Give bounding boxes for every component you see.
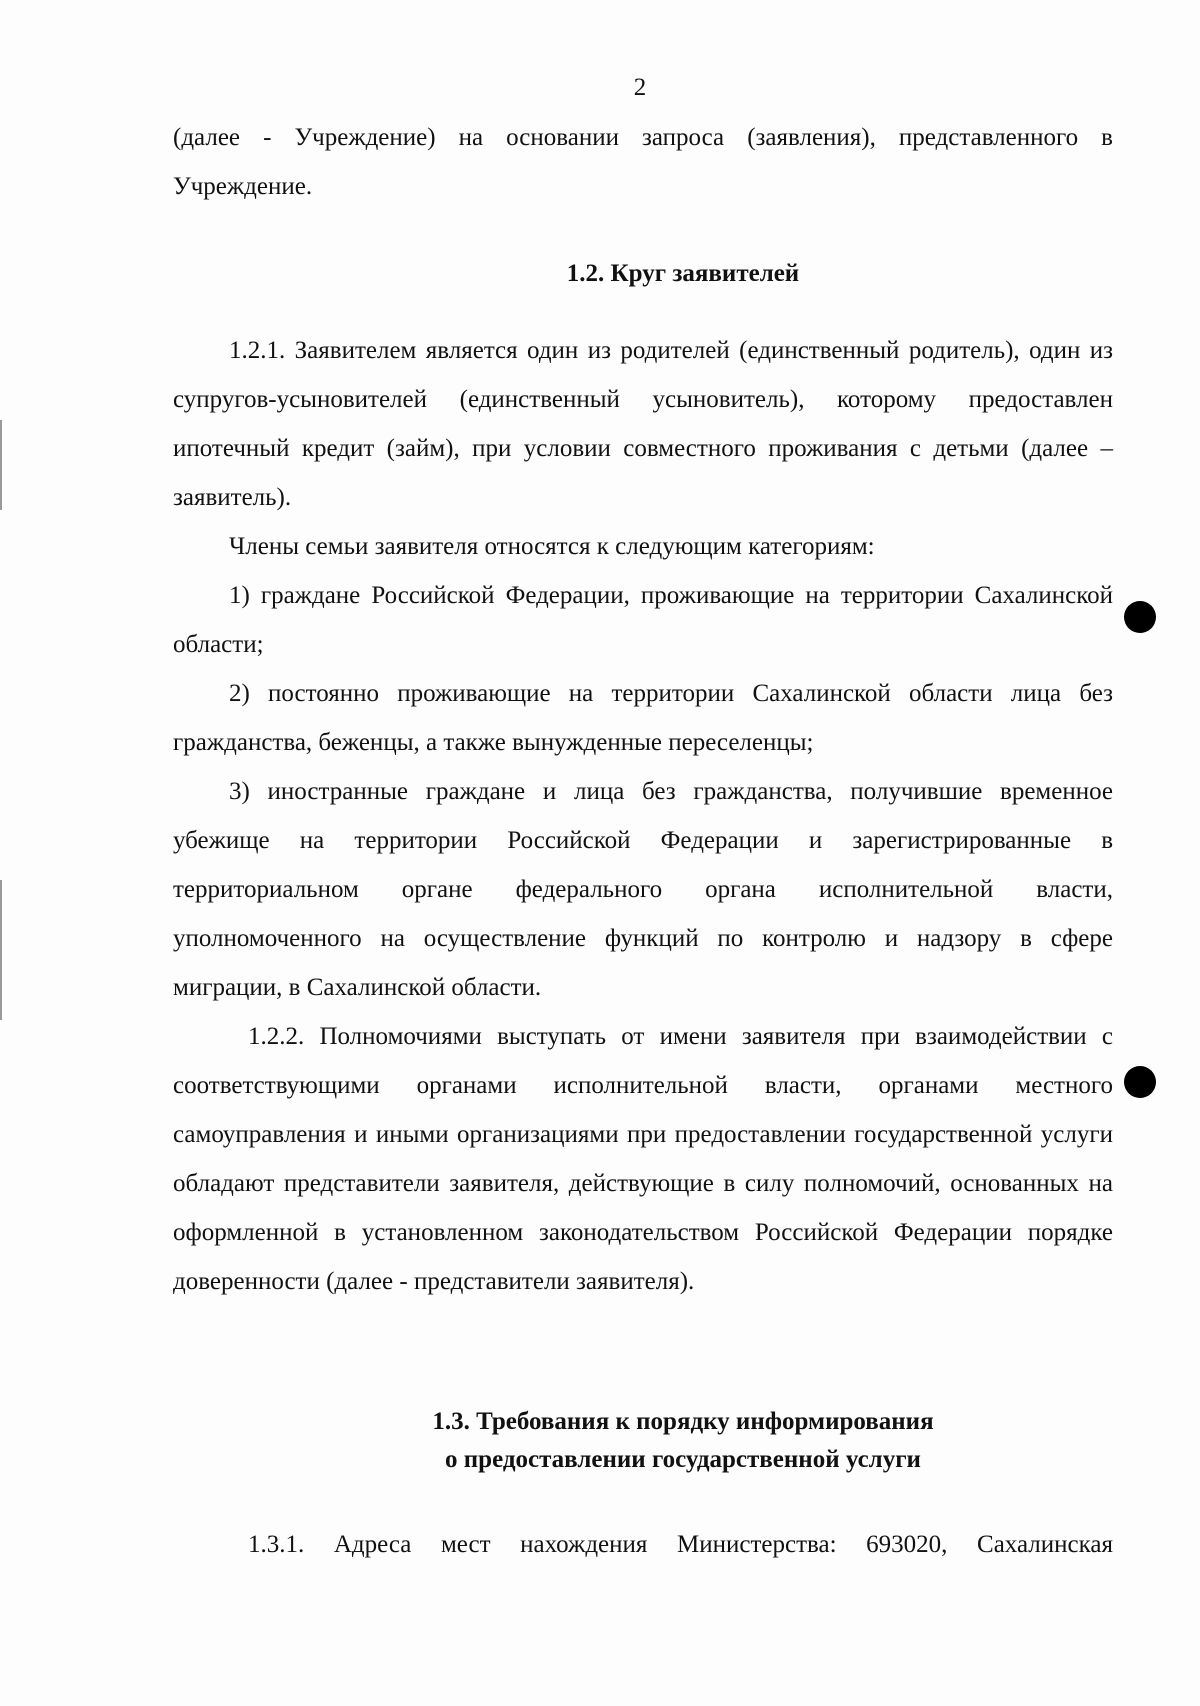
section-1-2-body — [173, 326, 1113, 1306]
section-1-3-body — [173, 1520, 1113, 1569]
page-number: 2 — [633, 74, 647, 101]
paragraph-1-2-2: 1.2.2. Полномочиями выступать от имени заявителя при взаимодействии с соответствующими органами исполнительной власти, органами местного самоуправления и иными организациями при предоставлении государственной услуги обладают представители заявителя, действующие в силу полномочий, основанных на оформленной в установленном законодательством Российской Федерации порядке доверенности (далее - представители заявителя). — [173, 1023, 1113, 1295]
paragraph-members: Члены семьи заявителя относятся к следующим категориям: — [229, 533, 875, 560]
scan-edge-mark — [0, 420, 2, 510]
list-item-3: 3) иностранные граждане и лица без гражданства, получившие временное убежище на территории Российской Федерации и зарегистрированные в территориальном органе федерального органа исполнительной власти, уполномоченного на осуществление функций по контролю и надзору в сфере миграции, в Сахалинской области. — [173, 778, 1113, 1001]
section-1-2-title: 1.2. Круг заявителей — [566, 260, 800, 287]
scan-punch-dot — [1124, 1066, 1156, 1098]
section-1-3-title-line-1: 1.3. Требования к порядку информирования — [432, 1408, 934, 1435]
scan-punch-dot — [1124, 601, 1156, 633]
list-item-2: 2) постоянно проживающие на территории Сахалинской области лица без гражданства, беженцы, а также вынужденные переселенцы; — [173, 680, 1113, 756]
intro-line-1: (далее - Учреждение) на основании запроса (заявления), представленного в — [173, 124, 1113, 151]
section-1-3-title-line-2: о предоставлении государственной услуги — [445, 1446, 921, 1473]
scan-edge-mark — [0, 880, 2, 1020]
paragraph-1-2-1: 1.2.1. Заявителем является один из родителей (единственный родитель), один из супругов-усыновителей (единственный усыновитель), которому предоставлен ипотечный кредит (займ), при условии совместного проживания с детьми (далее – заявитель). — [173, 337, 1113, 511]
list-item-1: 1) граждане Российской Федерации, проживающие на территории Сахалинской области; — [173, 582, 1113, 658]
section-1-3-title — [173, 1403, 1193, 1479]
intro-line-2: Учреждение. — [173, 173, 313, 200]
paragraph-1-3-1: 1.3.1. Адреса мест нахождения Министерства: 693020, Сахалинская — [248, 1531, 1113, 1558]
intro-paragraph — [173, 113, 1113, 211]
